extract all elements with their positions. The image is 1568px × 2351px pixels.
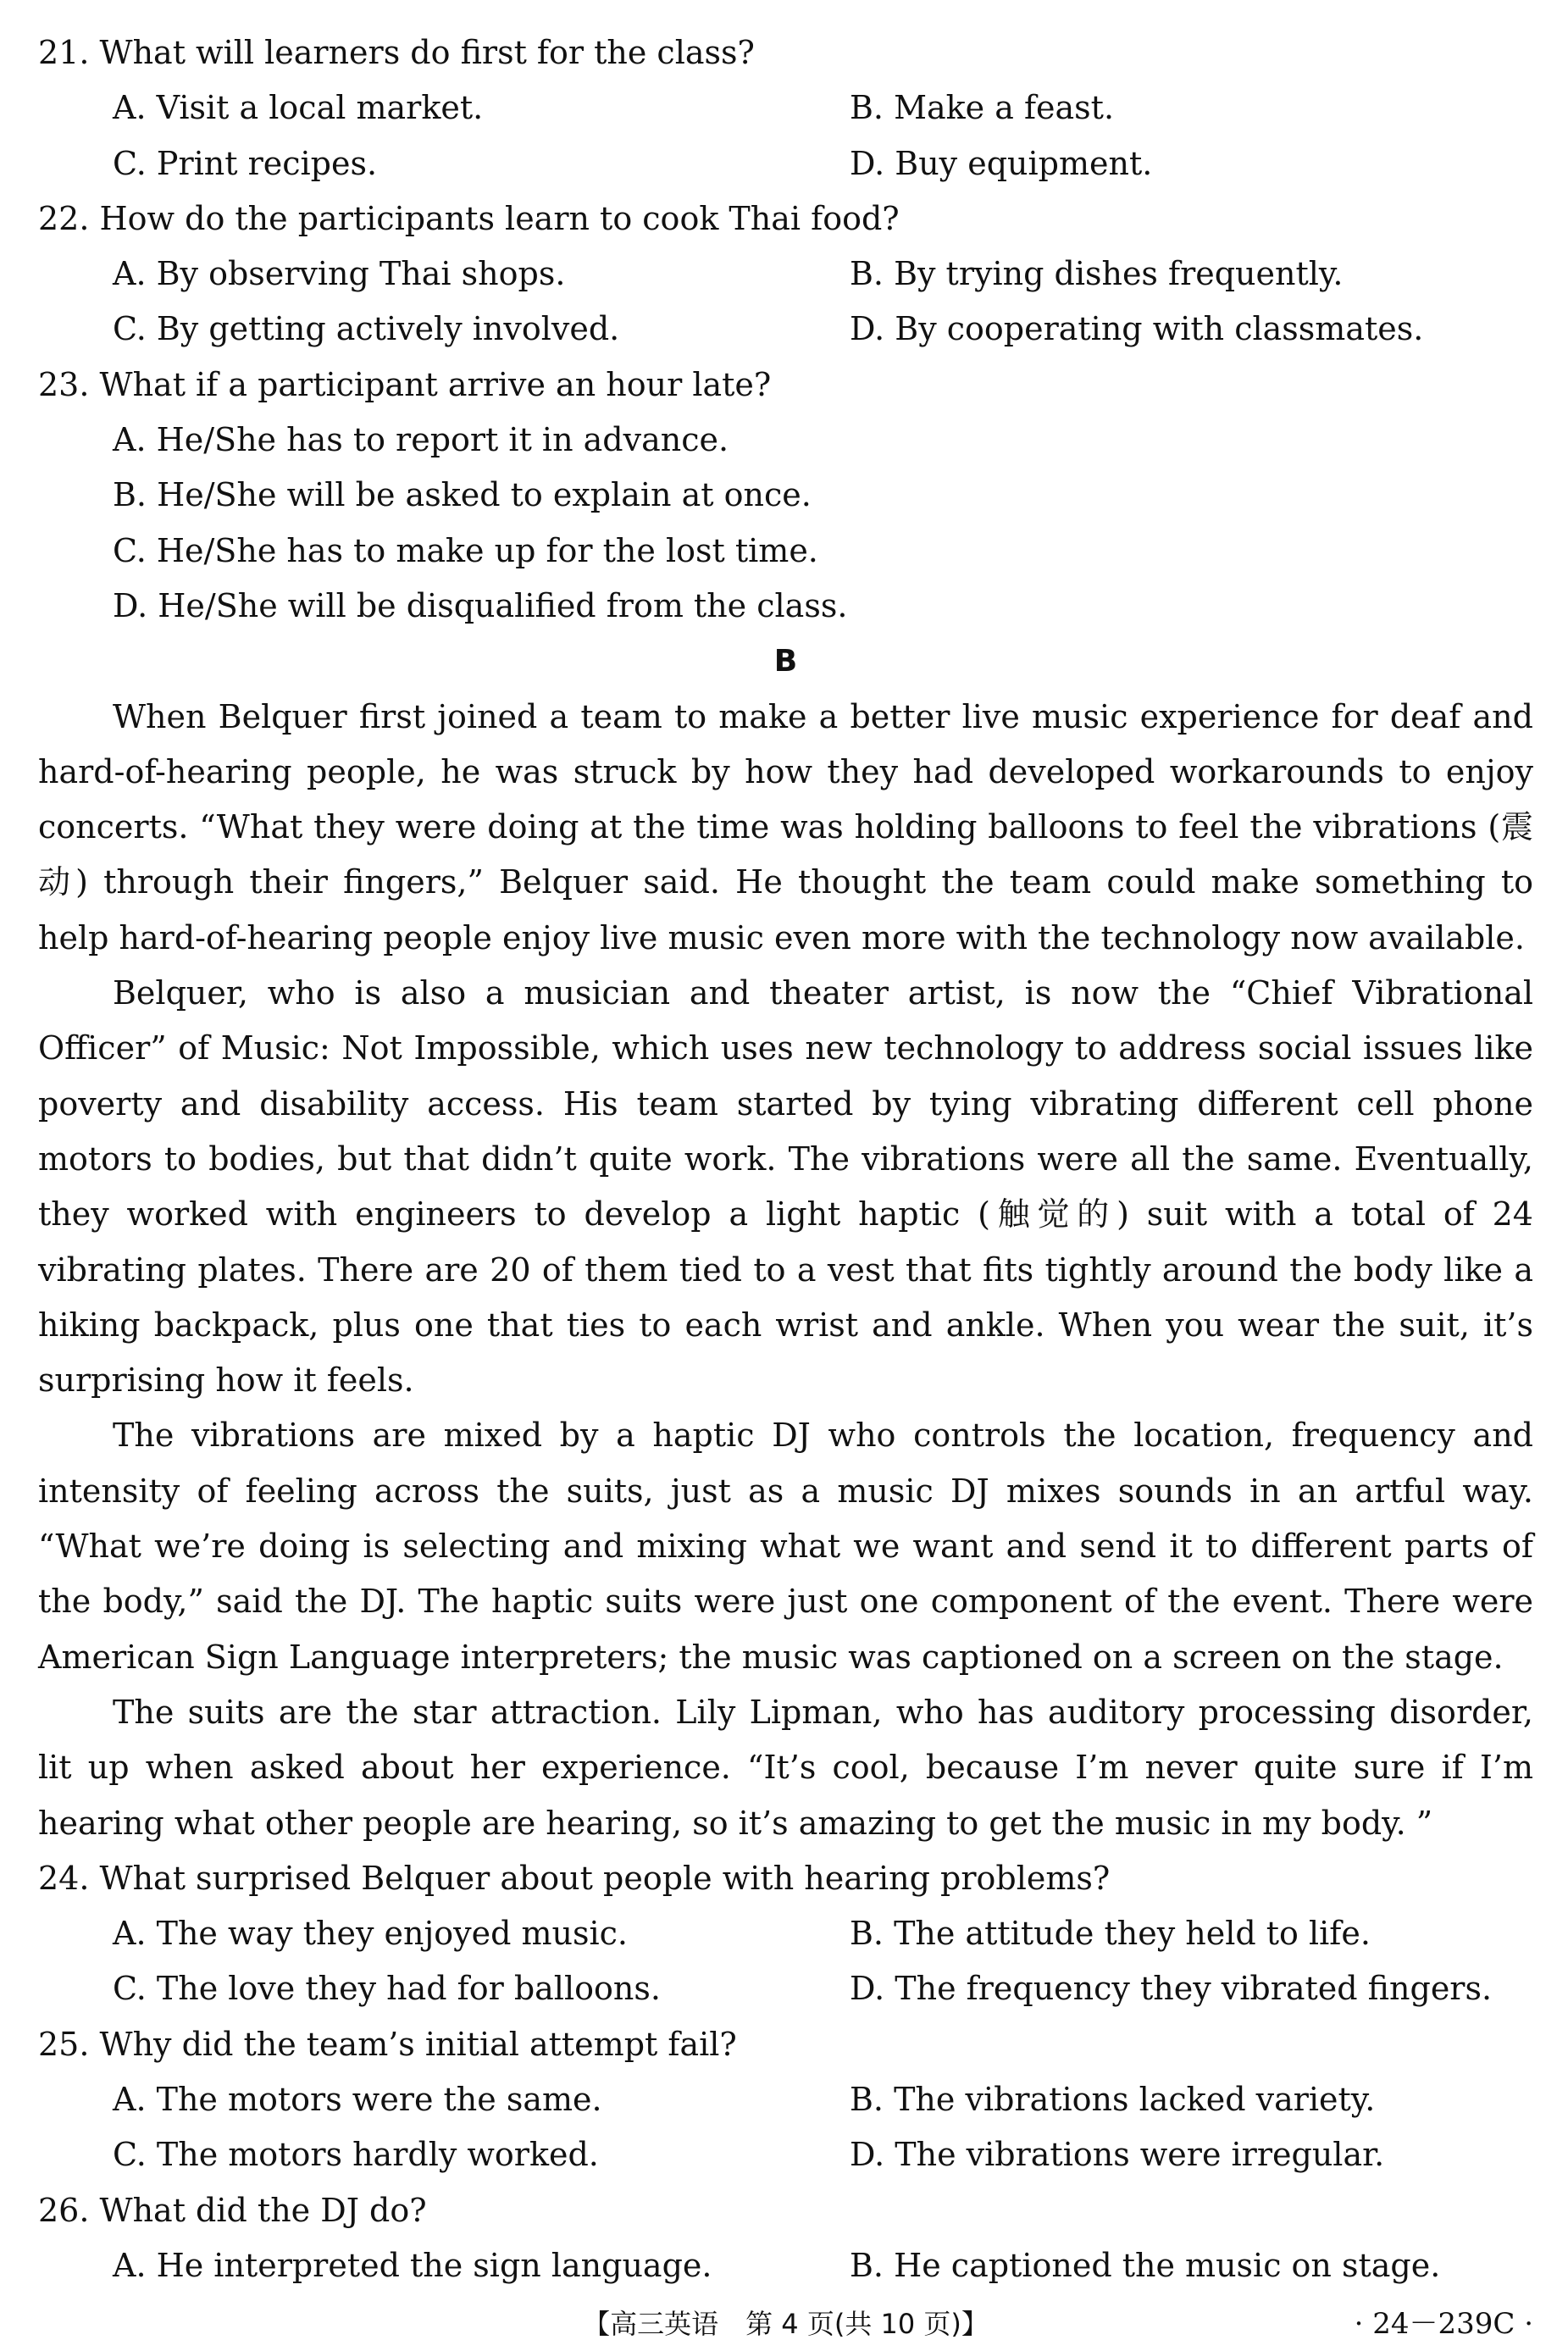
- question-26-stem: 26. What did the DJ do?: [38, 2191, 427, 2229]
- question-22-option-d: D. By cooperating with classmates.: [850, 310, 1424, 348]
- question-24-options-row-2: [38, 1961, 1533, 2016]
- passage-paragraph-2: [38, 966, 1533, 1408]
- question-22-options-row-1: [38, 247, 1533, 302]
- question-23-option-a: A. He/She has to report it in advance.: [113, 421, 729, 459]
- question-21-options-row-1: [38, 80, 1533, 136]
- passage-paragraph-3: [38, 1408, 1533, 1684]
- question-24-option-c: C. The love they had for balloons.: [113, 1970, 661, 2008]
- question-25-option-d: D. The vibrations were irregular.: [850, 2136, 1385, 2174]
- page-footer: [38, 2303, 1533, 2345]
- question-21-options-row-2: [38, 136, 1533, 191]
- question-22-option-c: C. By getting actively involved.: [113, 310, 620, 348]
- passage-paragraph-4-text: The suits are the star attraction. Lily Lipman, who has auditory processing disorder, lit up when asked about her experience. “It’s cool, because I’m never quite sure if I’m hearing what other people are hearing, so it’s amazing to get the music in my body. ”: [38, 1693, 1533, 1842]
- passage-paragraph-2-text: Belquer, who is also a musician and theater artist, is now the “Chief Vibrational Officer” of Music: Not Impossible, which uses new technology to address social issues like poverty and disability access. His team started by tying vibrating different cell phone motors to bodies, but that didn’t quite work. The vibrations were all the same. Eventually, they worked with engineers to develop a light haptic (触觉的) suit with a total of 24 vibrating plates. There are 20 of them tied to a vest that fits tightly around the body like a hiking backpack, plus one that ties to each wrist and ankle. When you wear the suit, it’s surprising how it feels.: [38, 974, 1533, 1400]
- question-24-options-row-1: [38, 1906, 1533, 1961]
- question-23-option-b: B. He/She will be asked to explain at once.: [113, 476, 812, 514]
- question-21-option-b: B. Make a feast.: [850, 89, 1115, 127]
- question-26-option-b: B. He captioned the music on stage.: [850, 2246, 1441, 2284]
- question-24-option-b: B. The attitude they held to life.: [850, 1915, 1371, 1953]
- question-25-option-a: A. The motors were the same.: [113, 2080, 602, 2118]
- section-heading: B: [773, 644, 798, 679]
- question-21-option-a: A. Visit a local market.: [113, 89, 484, 127]
- question-23-option-d: D. He/She will be disqualified from the class.: [113, 586, 848, 624]
- question-26-option-a: A. He interpreted the sign language.: [113, 2246, 712, 2284]
- question-21-option-c: C. Print recipes.: [113, 144, 378, 182]
- question-21-stem: 21. What will learners do first for the class?: [38, 34, 755, 71]
- question-25-options-row-1: [38, 2072, 1533, 2127]
- passage-paragraph-3-text: The vibrations are mixed by a haptic DJ who controls the location, frequency and intensity of feeling across the suits, just as a music DJ mixes sounds in an artful way. “What we’re doing is selecting and mixing what we want and send it to different parts of the body,” said the DJ. The haptic suits were just one component of the event. There were American Sign Language interpreters; the music was captioned on a screen on the stage.: [38, 1417, 1533, 1676]
- question-23-stem: 23. What if a participant arrive an hour late?: [38, 365, 772, 403]
- footer-paper-code: · 24－239C ·: [1354, 2307, 1533, 2341]
- question-25-option-c: C. The motors hardly worked.: [113, 2136, 599, 2174]
- question-23-option-c: C. He/She has to make up for the lost time.: [113, 531, 818, 569]
- footer-page-info: 【高三英语 第 4 页(共 10 页)】: [583, 2308, 989, 2340]
- question-22-options-row-2: [38, 302, 1533, 357]
- question-25-option-b: B. The vibrations lacked variety.: [850, 2080, 1376, 2118]
- question-24-stem: 24. What surprised Belquer about people with hearing problems?: [38, 1859, 1111, 1897]
- question-24-option-a: A. The way they enjoyed music.: [113, 1915, 628, 1953]
- passage-paragraph-1: [38, 690, 1533, 966]
- question-24-option-d: D. The frequency they vibrated fingers.: [850, 1970, 1493, 2008]
- question-21-option-d: D. Buy equipment.: [850, 144, 1153, 182]
- question-22-option-a: A. By observing Thai shops.: [113, 255, 566, 293]
- question-22-option-b: B. By trying dishes frequently.: [850, 255, 1344, 293]
- exam-page: [38, 25, 1533, 2293]
- question-26-options-row-1: [38, 2238, 1533, 2293]
- question-25-stem: 25. Why did the team’s initial attempt fail?: [38, 2025, 737, 2063]
- question-25-options-row-2: [38, 2127, 1533, 2182]
- passage-paragraph-4: [38, 1685, 1533, 1851]
- passage-paragraph-1-text: When Belquer first joined a team to make a better live music experience for deaf and hard-of-hearing people, he was struck by how they had developed workarounds to enjoy concerts. “What they were doing at the time was holding balloons to feel the vibrations (震动) through their fingers,” Belquer said. He thought the team could make something to help hard-of-hearing people enjoy live music even more with the technology now available.: [38, 697, 1533, 956]
- question-22-stem: 22. How do the participants learn to cook Thai food?: [38, 199, 900, 237]
